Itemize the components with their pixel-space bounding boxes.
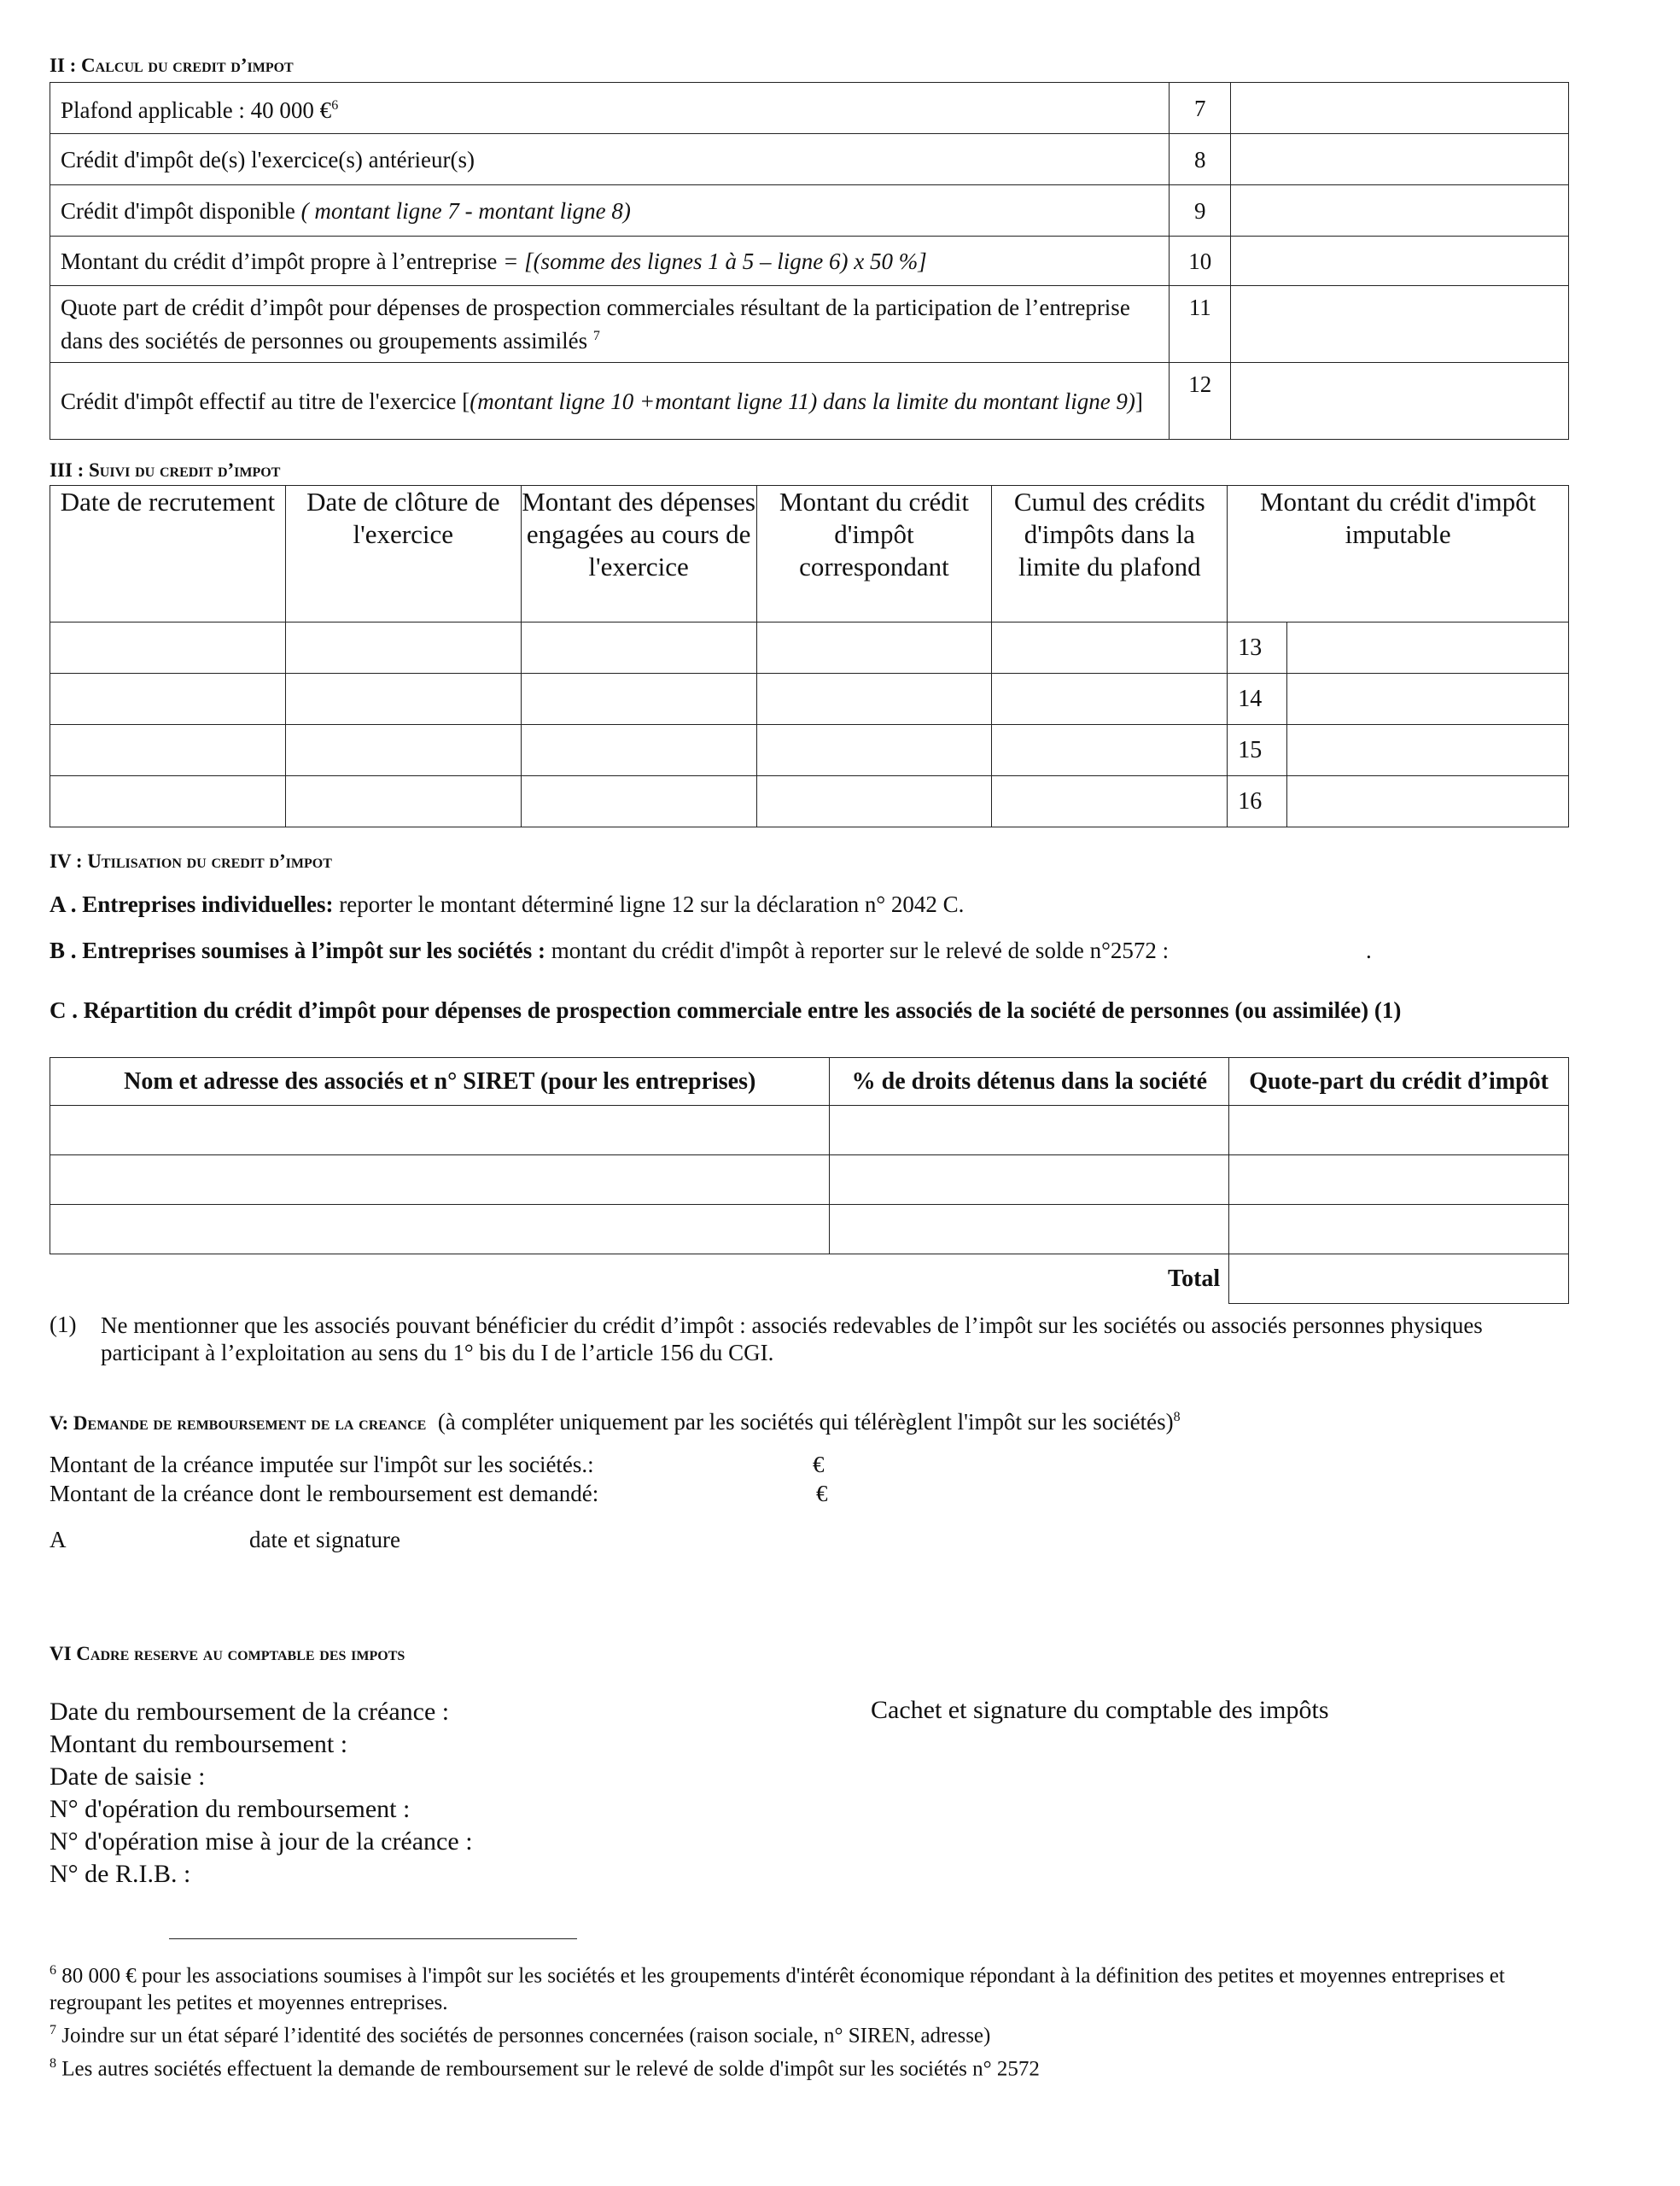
cell[interactable]: [285, 725, 521, 776]
col-header-closing-date: Date de clôture de l'exercice: [285, 486, 521, 622]
col-header-partner-name: Nom et adresse des associés et n° SIRET (pour les entreprises): [50, 1058, 830, 1106]
table-row: [50, 622, 1569, 674]
line-number: 7: [1170, 83, 1231, 134]
cell[interactable]: [1287, 674, 1569, 725]
update-operation-field: N° d'opération mise à jour de la créance :: [50, 1827, 473, 1856]
cell[interactable]: [1229, 1155, 1569, 1205]
calc-label: Plafond applicable : 40 000 €$^6$: [50, 83, 1170, 134]
calc-label: Crédit d'impôt effectif au titre de l'exercice [(montant ligne 10 +montant ligne 11) dans la limite du montant ligne 9)]: [50, 363, 1170, 440]
section4-a: [50, 891, 964, 918]
col-header-rights-pct: % de droits détenus dans la société: [830, 1058, 1229, 1106]
cell[interactable]: [285, 776, 521, 827]
refund-amount-field: Montant du remboursement :: [50, 1730, 348, 1758]
cell[interactable]: [50, 622, 286, 674]
cell[interactable]: [285, 622, 521, 674]
line-number: 9: [1170, 185, 1231, 237]
cell[interactable]: [756, 674, 992, 725]
cell[interactable]: [521, 776, 756, 827]
col-header-credit-amount: Montant du crédit d'impôt correspondant: [756, 486, 992, 622]
total-row: [50, 1254, 1569, 1304]
col-header-imputable: Montant du crédit d'impôt imputable: [1228, 486, 1569, 622]
claim-refund-currency: €: [816, 1481, 828, 1506]
cell[interactable]: [756, 725, 992, 776]
col-header-recruitment-date: Date de recrutement: [50, 486, 286, 622]
calc-label: Quote part de crédit d’impôt pour dépenses de prospection commerciales résultant de la participation de l’entreprise dans des sociétés de personnes ou groupements assimilés $^7$: [50, 286, 1170, 363]
rib-field: N° de R.I.B. :: [50, 1860, 191, 1888]
section4-a-text: reporter le montant déterminé ligne 12 sur la déclaration n° 2042 C.: [333, 891, 965, 917]
footnote-8: $^8$ Les autres sociétés effectuent la demande de remboursement sur le relevé de solde d'impôt sur les sociétés n° 2572: [50, 2055, 1040, 2080]
calc-row-12: [50, 363, 1569, 440]
cell[interactable]: [50, 1205, 830, 1254]
cell[interactable]: [756, 622, 992, 674]
amount-field[interactable]: [1231, 286, 1569, 363]
cell[interactable]: [992, 725, 1228, 776]
section4-a-heading: A . Entreprises individuelles:: [50, 891, 334, 917]
cell[interactable]: [50, 674, 286, 725]
cell[interactable]: [50, 1155, 830, 1205]
section3-title: III : Suivi du credit d’impot: [50, 459, 281, 481]
cell[interactable]: [521, 622, 756, 674]
cell[interactable]: [1229, 1205, 1569, 1254]
cell[interactable]: [50, 776, 286, 827]
section4-c-title: C . Répartition du crédit d’impôt pour dépenses de prospection commerciale entre les associés de la société de personnes (ou assimilée) (1): [50, 997, 1402, 1023]
cell[interactable]: [1229, 1106, 1569, 1155]
cell[interactable]: [521, 725, 756, 776]
table-row: [50, 1106, 1569, 1155]
section4-b: [50, 938, 1169, 964]
section5-header: V: Demande de remboursement de la creance (à compléter uniquement par les sociétés qui télérèglent l'impôt sur les sociétés)$^8$: [50, 1409, 1181, 1435]
section6-title: VI Cadre reserve au comptable des impots: [50, 1643, 405, 1664]
table-row: [50, 1155, 1569, 1205]
cell[interactable]: [285, 674, 521, 725]
calc-row-10: [50, 237, 1569, 286]
cell[interactable]: [992, 776, 1228, 827]
stamp-label: Cachet et signature du comptable des impôts: [871, 1696, 1329, 1724]
table-row: [50, 674, 1569, 725]
amount-field[interactable]: [1231, 237, 1569, 286]
footnote-6: $^6$ 80 000 € pour les associations soumises à l'impôt sur les sociétés et les groupements d'intérêt économique répondant à la définition des petites et moyennes entreprises et regroupant les petites et moyennes entreprises.: [50, 1963, 1505, 2015]
section5-subtitle: (à compléter uniquement par les sociétés qui télérèglent l'impôt sur les sociétés): [437, 1409, 1174, 1435]
calc-row-8: [50, 134, 1569, 185]
table-row: [50, 725, 1569, 776]
refund-date-field: Date du remboursement de la créance :: [50, 1698, 450, 1726]
cell[interactable]: [1287, 776, 1569, 827]
cell[interactable]: [992, 622, 1228, 674]
amount-field[interactable]: [1231, 83, 1569, 134]
cell[interactable]: [756, 776, 992, 827]
footnote-separator: [169, 1938, 577, 1939]
tracking-header-row: [50, 486, 1569, 622]
line-number: 14: [1228, 674, 1287, 725]
cell[interactable]: [1287, 725, 1569, 776]
claim-refund-label: Montant de la créance dont le remboursement est demandé:: [50, 1481, 599, 1506]
amount-field[interactable]: [1231, 363, 1569, 440]
calc-row-9: [50, 185, 1569, 237]
credit-tracking-table: [50, 485, 1569, 827]
line-number: 16: [1228, 776, 1287, 827]
note-text: Ne mentionner que les associés pouvant bénéficier du crédit d’impôt : associés redevables de l’impôt sur les sociétés ou associés personnes physiques participant à l’exploitation au sens du 1° bis du I de l’article 156 du CGI.: [101, 1312, 1483, 1365]
line-number: 15: [1228, 725, 1287, 776]
amount-field[interactable]: [1231, 134, 1569, 185]
table-row: [50, 776, 1569, 827]
footnotes: [50, 1957, 1578, 2083]
entry-date-field: Date de saisie :: [50, 1762, 206, 1791]
section4-b-heading: B . Entreprises soumises à l’impôt sur les sociétés :: [50, 938, 545, 963]
line-number: 8: [1170, 134, 1231, 185]
cell[interactable]: [521, 674, 756, 725]
calc-row-7: [50, 83, 1569, 134]
calc-label: Montant du crédit d’impôt propre à l’entreprise = [(somme des lignes 1 à 5 – ligne 6) x 50 %]: [50, 237, 1170, 286]
credit-calc-table: [50, 82, 1569, 440]
line-number: 11: [1170, 286, 1231, 363]
cell[interactable]: [992, 674, 1228, 725]
footnote-7: $^7$ Joindre sur un état séparé l’identité des sociétés de personnes concernées (raison sociale, n° SIREN, adresse): [50, 2023, 991, 2048]
calc-label: Crédit d'impôt disponible ( montant ligne 7 - montant ligne 8): [50, 185, 1170, 237]
section4-title: IV : Utilisation du credit d’impot: [50, 850, 332, 872]
signature-label: date et signature: [249, 1527, 400, 1552]
line-number: 13: [1228, 622, 1287, 674]
cell[interactable]: [1287, 622, 1569, 674]
cell[interactable]: [830, 1205, 1229, 1254]
accountant-fields: [50, 1696, 473, 1891]
cell[interactable]: [830, 1106, 1229, 1155]
calc-label: Crédit d'impôt de(s) l'exercice(s) antérieur(s): [50, 134, 1170, 185]
cell[interactable]: [50, 1106, 830, 1155]
line-number: 12: [1170, 363, 1231, 440]
table-row: [50, 1205, 1569, 1254]
section5-title: V: Demande de remboursement de la creance: [50, 1412, 427, 1434]
col-header-share: Quote-part du crédit d’impôt: [1229, 1058, 1569, 1106]
cell[interactable]: [50, 725, 286, 776]
col-header-expenses: Montant des dépenses engagées au cours de l'exercice: [521, 486, 756, 622]
section4-b-dot: .: [1366, 938, 1372, 963]
total-label: Total: [1167, 1265, 1221, 1292]
note-marker: (1): [50, 1312, 77, 1337]
amount-field[interactable]: [1231, 185, 1569, 237]
col-header-cumulative: Cumul des crédits d'impôts dans la limite du plafond: [992, 486, 1228, 622]
claim-imputed-label: Montant de la créance imputée sur l'impôt sur les sociétés.:: [50, 1452, 594, 1477]
line-number: 10: [1170, 237, 1231, 286]
calc-row-11: [50, 286, 1569, 363]
partners-header-row: [50, 1058, 1569, 1106]
refund-operation-field: N° d'opération du remboursement :: [50, 1795, 411, 1823]
section4-b-text: montant du crédit d'impôt à reporter sur le relevé de solde n°2572 :: [545, 938, 1170, 963]
claim-imputed-currency: €: [813, 1452, 825, 1477]
section2-title: II : Calcul du credit d’impot: [50, 55, 294, 76]
total-field[interactable]: [1229, 1254, 1569, 1304]
partners-table: [50, 1057, 1569, 1304]
place-label: A: [50, 1527, 67, 1552]
cell[interactable]: [830, 1155, 1229, 1205]
